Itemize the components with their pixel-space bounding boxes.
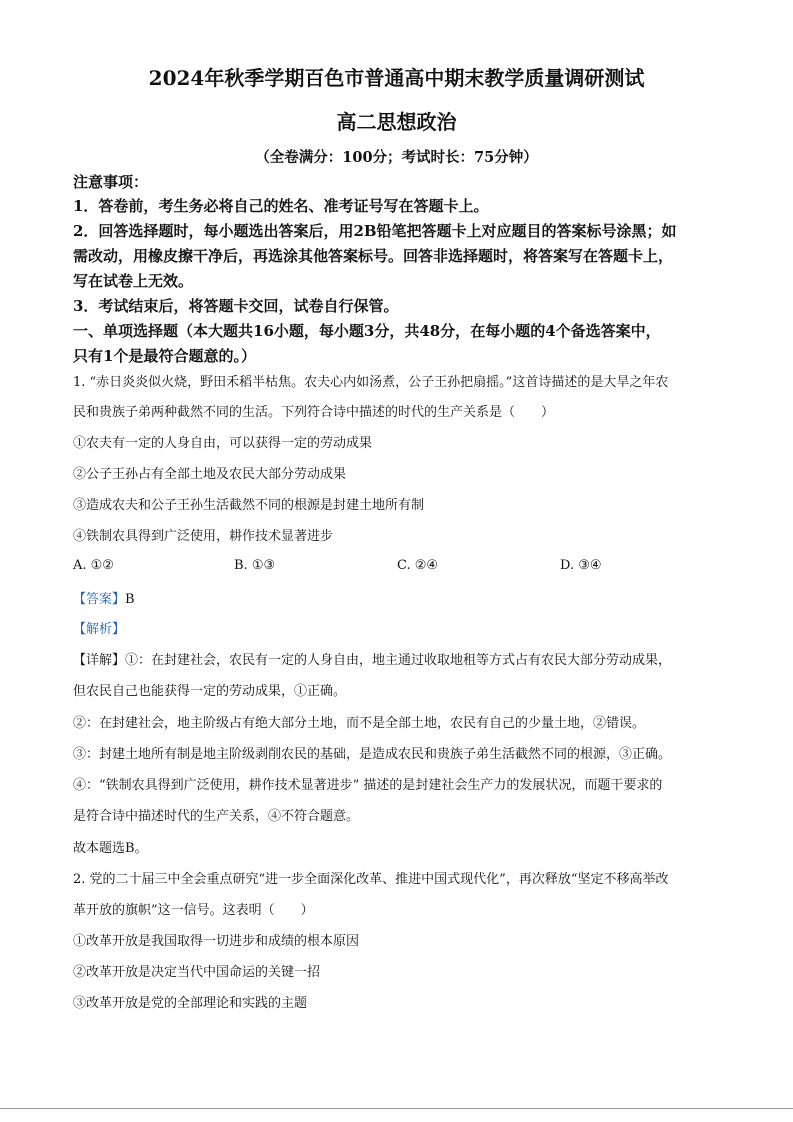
- analysis-tag: 【解析】: [73, 622, 126, 637]
- q1-analysis-heading: [73, 620, 125, 640]
- notice-heading: 注意事项：: [73, 173, 149, 191]
- detail-line: ④：“铁制农具得到广泛使用，耕作技术显著进步” 描述的是封建社会生产力的发展状况，而题干要求的: [73, 778, 663, 793]
- exam-title: 2024年秋季学期百色市普通高中期末教学质量调研测试: [148, 66, 645, 90]
- q1-option-a: A. ①②: [73, 558, 114, 573]
- subject-title: 高二思想政治: [336, 110, 457, 134]
- notice-item: 需改动，用橡皮擦干净后，再选涂其他答案标号。回答非选择题时，将答案写在答题卡上，: [73, 247, 674, 265]
- section-heading: 只有1个是最符合题意的。）: [73, 347, 256, 365]
- q1-statement: ③造成农夫和公子王孙生活截然不同的根源是封建土地所有制: [73, 498, 425, 513]
- detail-tag: 【详解】: [73, 653, 126, 668]
- answer-value: B: [125, 592, 135, 607]
- q1-option-c: C. ②④: [397, 558, 439, 573]
- q1-stem: 1. “赤日炎炎似火烧，野田禾稻半枯焦。农夫心内如汤煮，公子王孙把扇摇。”这首诗描述的是大旱之年农: [73, 375, 669, 390]
- exam-info: （全卷满分：100分；考试时长：75分钟）: [255, 149, 538, 166]
- q1-answer: [73, 590, 135, 610]
- detail-line: ①：在封建社会，农民有一定的人身自由，地主通过收取地租等方式占有农民大部分劳动成果，: [125, 653, 672, 668]
- notice-item: 2．回答选择题时，每小题选出答案后，用2B铅笔把答题卡上对应题目的答案标号涂黑；如: [73, 222, 677, 240]
- detail-line: 故本题选B。: [73, 841, 148, 856]
- detail-line: 是符合诗中描述时代的生产关系，④不符合题意。: [73, 809, 360, 824]
- q1-detail: [73, 651, 671, 671]
- q1-statement: ①农夫有一定的人身自由，可以获得一定的劳动成果: [73, 436, 373, 451]
- q2-statement: ②改革开放是决定当代中国命运的关键一招: [73, 965, 321, 980]
- detail-line: ③：封建土地所有制是地主阶级剥削农民的基础，是造成农民和贵族子弟生活截然不同的根源，③正确。: [73, 747, 672, 762]
- q2-stem: 2. 党的二十届三中全会重点研究“进一步全面深化改革、推进中国式现代化”，再次释放“坚定不移高举改: [73, 872, 669, 887]
- notice-item: 1．答卷前，考生务必将自己的姓名、准考证号写在答题卡上。: [73, 197, 489, 215]
- q2-stem: 革开放的旗帜”这一信号。这表明（ ）: [73, 903, 314, 918]
- q1-option-d: D. ③④: [560, 558, 602, 573]
- page-bottom-divider: [0, 1108, 793, 1109]
- q2-statement: ①改革开放是我国取得一切进步和成绩的根本原因: [73, 934, 360, 949]
- notice-item: 3．考试结束后，将答题卡交回，试卷自行保管。: [73, 297, 399, 315]
- q1-statement: ②公子王孙占有全部土地及农民大部分劳动成果: [73, 467, 347, 482]
- q1-statement: ④铁制农具得到广泛使用，耕作技术显著进步: [73, 529, 334, 544]
- q2-statement: ③改革开放是党的全部理论和实践的主题: [73, 996, 308, 1011]
- detail-line: 但农民自己也能获得一定的劳动成果，①正确。: [73, 684, 347, 699]
- q1-stem: 民和贵族子弟两种截然不同的生活。下列符合诗中描述的时代的生产关系是（ ）: [73, 405, 555, 420]
- detail-line: ②：在封建社会，地主阶级占有绝大部分土地，而不是全部土地，农民有自己的少量土地，②错误。: [73, 716, 646, 731]
- section-heading: 一、单项选择题（本大题共16小题，每小题3分，共48分，在每小题的4个备选答案中，: [73, 322, 661, 340]
- notice-item: 写在试卷上无效。: [73, 272, 194, 290]
- q1-option-b: B. ①③: [234, 558, 276, 573]
- answer-tag: 【答案】: [73, 592, 126, 607]
